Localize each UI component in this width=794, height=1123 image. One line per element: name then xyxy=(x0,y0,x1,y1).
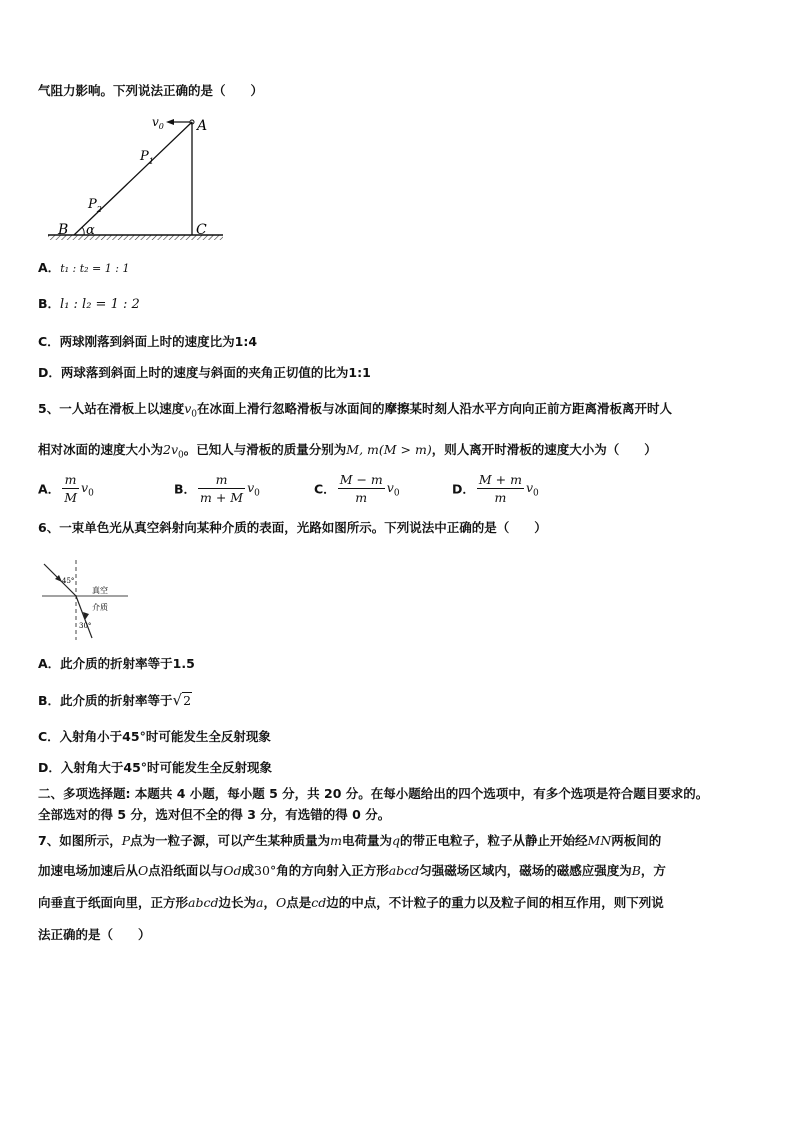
angle-30: 30° xyxy=(79,622,92,630)
section2-line2: 全部选对的得 5 分，选对但不全的得 3 分，有选错的得 0 分。 xyxy=(38,807,391,822)
refraction-figure xyxy=(38,558,138,642)
vacuum-label: 真空 xyxy=(92,586,108,595)
section2-line1: 二、多项选择题: 本题共 4 小题，每小题 5 分，共 20 分。在每小题给出的四个选项中，有多个选项是符合题目要求的。 xyxy=(38,786,709,801)
q5-option-c: C． $\frac{M - m}{m}$ $v_0$ xyxy=(314,472,400,505)
q5-option-d: D． $\frac{M + m}{m}$ $v_0$ xyxy=(452,472,539,505)
q5-option-b: B． $\frac{m}{m + M}$ $v_0$ xyxy=(174,472,260,505)
q5-stem-line1: 5、一人站在滑板上以速度$v_0$在冰面上滑行忽略滑板与冰面间的摩擦某时刻人沿水平方向向正前方距离滑板离开时人 xyxy=(38,401,673,420)
label-b: B xyxy=(58,222,69,238)
label-p1: $P_1$ xyxy=(140,149,154,166)
q4-option-b: B．l₁ : l₂ = 1 : 2 xyxy=(38,296,140,312)
q5-option-a: A． $\frac{m}{M}$ $v_0$ xyxy=(38,472,94,505)
label-a: A xyxy=(197,118,208,134)
q6-option-c: C．入射角小于45°时可能发生全反射现象 xyxy=(38,729,271,744)
incline-figure xyxy=(44,110,264,250)
q5-stem-line2: 相对冰面的速度大小为$2v_0$。已知人与滑板的质量分别为M, m(M > m)，则人离开时滑板的速度大小为（ ） xyxy=(38,442,657,461)
q6-stem: 6、一束单色光从真空斜射向某种介质的表面，光路如图所示。下列说法中正确的是（ ） xyxy=(38,520,547,535)
refracted-ray xyxy=(76,596,92,638)
q7-line4: 法正确的是（ ） xyxy=(38,927,151,942)
q7-line1: 7、如图所示，P点为一粒子源，可以产生某种质量为m电荷量为q的带正电粒子，粒子从静止开始经MN两板间的 xyxy=(38,833,662,848)
q4-option-d: D．两球落到斜面上时的速度与斜面的夹角正切值的比为1:1 xyxy=(38,365,371,380)
q7-line3: 向垂直于纸面向里，正方形abcd边长为a，O点是cd边的中点，不计粒子的重力以及粒子间的相互作用，则下列说 xyxy=(38,895,664,910)
q7-line2: 加速电场加速后从O点沿纸面以与Od成30°角的方向射入正方形abcd匀强磁场区域内，磁场的磁感应强度为B，方 xyxy=(38,863,666,878)
label-alpha: α xyxy=(86,223,95,238)
q6-option-d: D．入射角大于45°时可能发生全反射现象 xyxy=(38,760,273,775)
q4-option-a: A．t₁ : t₂ = 1 : 1 xyxy=(38,260,130,275)
v0-label: $v_0$ xyxy=(152,115,164,131)
incline-line xyxy=(74,122,192,235)
angle-45: 45° xyxy=(62,577,75,585)
q4-stem-tail: 气阻力影响。下列说法正确的是（ ） xyxy=(38,83,264,98)
label-p2: $P_2$ xyxy=(88,197,102,214)
q4-option-c: C．两球刚落到斜面上时的速度比为1:4 xyxy=(38,334,258,349)
medium-label: 介质 xyxy=(92,603,108,612)
q6-option-b: B．此介质的折射率等于√2 xyxy=(38,691,192,709)
q6-option-a: A．此介质的折射率等于1.5 xyxy=(38,656,195,671)
label-c: C xyxy=(196,222,207,238)
